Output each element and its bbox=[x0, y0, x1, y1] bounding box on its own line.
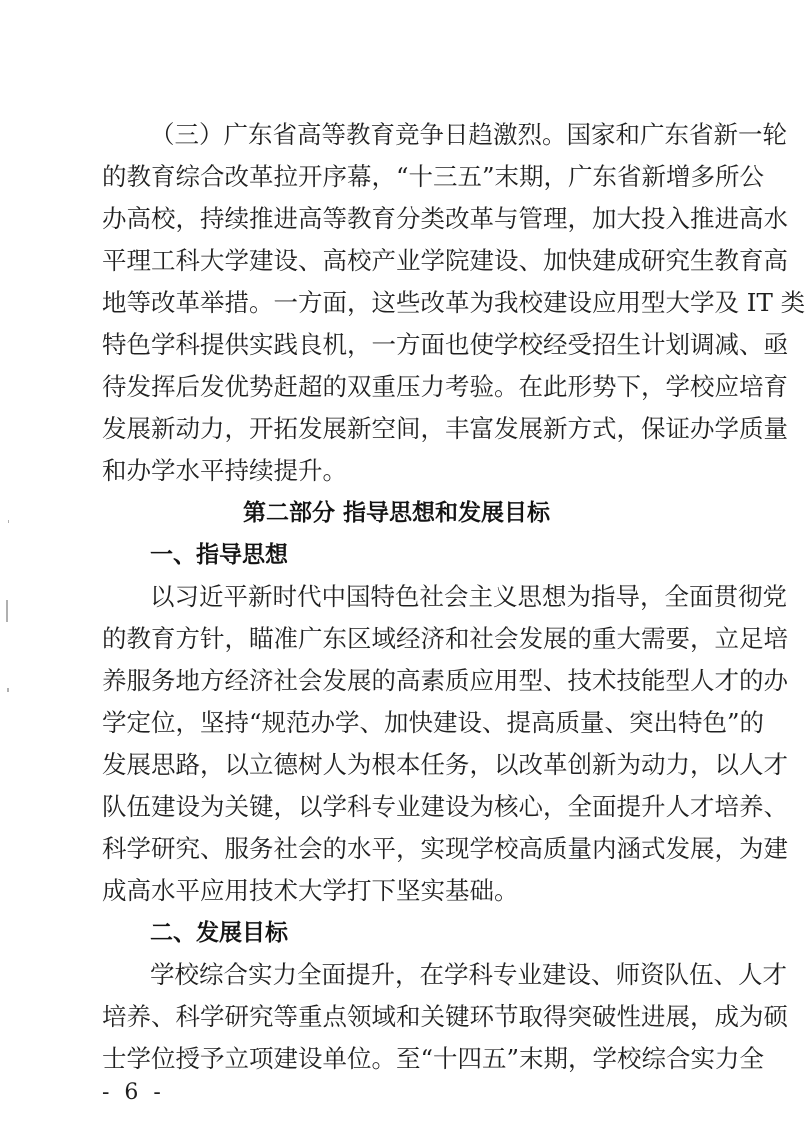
paragraph-line: 的教育方针，瞄准广东区域经济和社会发展的重大需要，立足培 bbox=[102, 624, 788, 653]
paragraph-line: 科学研究、服务社会的水平，实现学校高质量内涵式发展，为建 bbox=[102, 834, 788, 863]
paragraph-line: 成高水平应用技术大学打下坚实基础。 bbox=[102, 876, 519, 905]
paragraph-line: 特色学科提供实践良机，一方面也使学校经受招生计划调减、亟 bbox=[102, 330, 788, 359]
paragraph-line: 学定位，坚持“规范办学、加快建设、提高质量、突出特色”的 bbox=[102, 708, 765, 737]
paragraph-line: 以习近平新时代中国特色社会主义思想为指导，全面贯彻党 bbox=[150, 582, 787, 611]
scan-mark bbox=[7, 688, 9, 692]
page-number: - 6 - bbox=[102, 1080, 165, 1105]
section-heading: 一、指导思想 bbox=[150, 542, 288, 568]
section-heading: 二、发展目标 bbox=[150, 920, 288, 946]
paragraph-line: 士学位授予立项建设单位。至“十四五”末期，学校综合实力全 bbox=[102, 1044, 765, 1073]
paragraph-line: （三）广东省高等教育竞争日趋激烈。国家和广东省新一轮 bbox=[150, 120, 787, 149]
scan-mark bbox=[6, 600, 8, 622]
paragraph-line: 办高校，持续推进高等教育分类改革与管理，加大投入推进高水 bbox=[102, 204, 788, 233]
part-title: 第二部分 指导思想和发展目标 bbox=[242, 500, 550, 526]
paragraph-line: 地等改革举措。一方面，这些改革为我校建设应用型大学及 IT 类 bbox=[102, 288, 805, 317]
paragraph-line: 养服务地方经济社会发展的高素质应用型、技术技能型人才的办 bbox=[102, 666, 788, 695]
paragraph-line: 发展思路，以立德树人为根本任务，以改革创新为动力，以人才 bbox=[102, 750, 788, 779]
scan-mark bbox=[8, 520, 9, 523]
paragraph-line: 平理工科大学建设、高校产业学院建设、加快建成研究生教育高 bbox=[102, 246, 788, 275]
paragraph-line: 和办学水平持续提升。 bbox=[102, 456, 347, 485]
paragraph-line: 待发挥后发优势赶超的双重压力考验。在此形势下，学校应培育 bbox=[102, 372, 788, 401]
paragraph-line: 培养、科学研究等重点领域和关键环节取得突破性进展，成为硕 bbox=[102, 1002, 788, 1031]
paragraph-line: 学校综合实力全面提升，在学科专业建设、师资队伍、人才 bbox=[150, 960, 787, 989]
paragraph-line: 的教育综合改革拉开序幕，“十三五”末期，广东省新增多所公 bbox=[102, 162, 765, 191]
paragraph-line: 队伍建设为关键，以学科专业建设为核心，全面提升人才培养、 bbox=[102, 792, 788, 821]
paragraph-line: 发展新动力，开拓发展新空间，丰富发展新方式，保证办学质量 bbox=[102, 414, 788, 443]
